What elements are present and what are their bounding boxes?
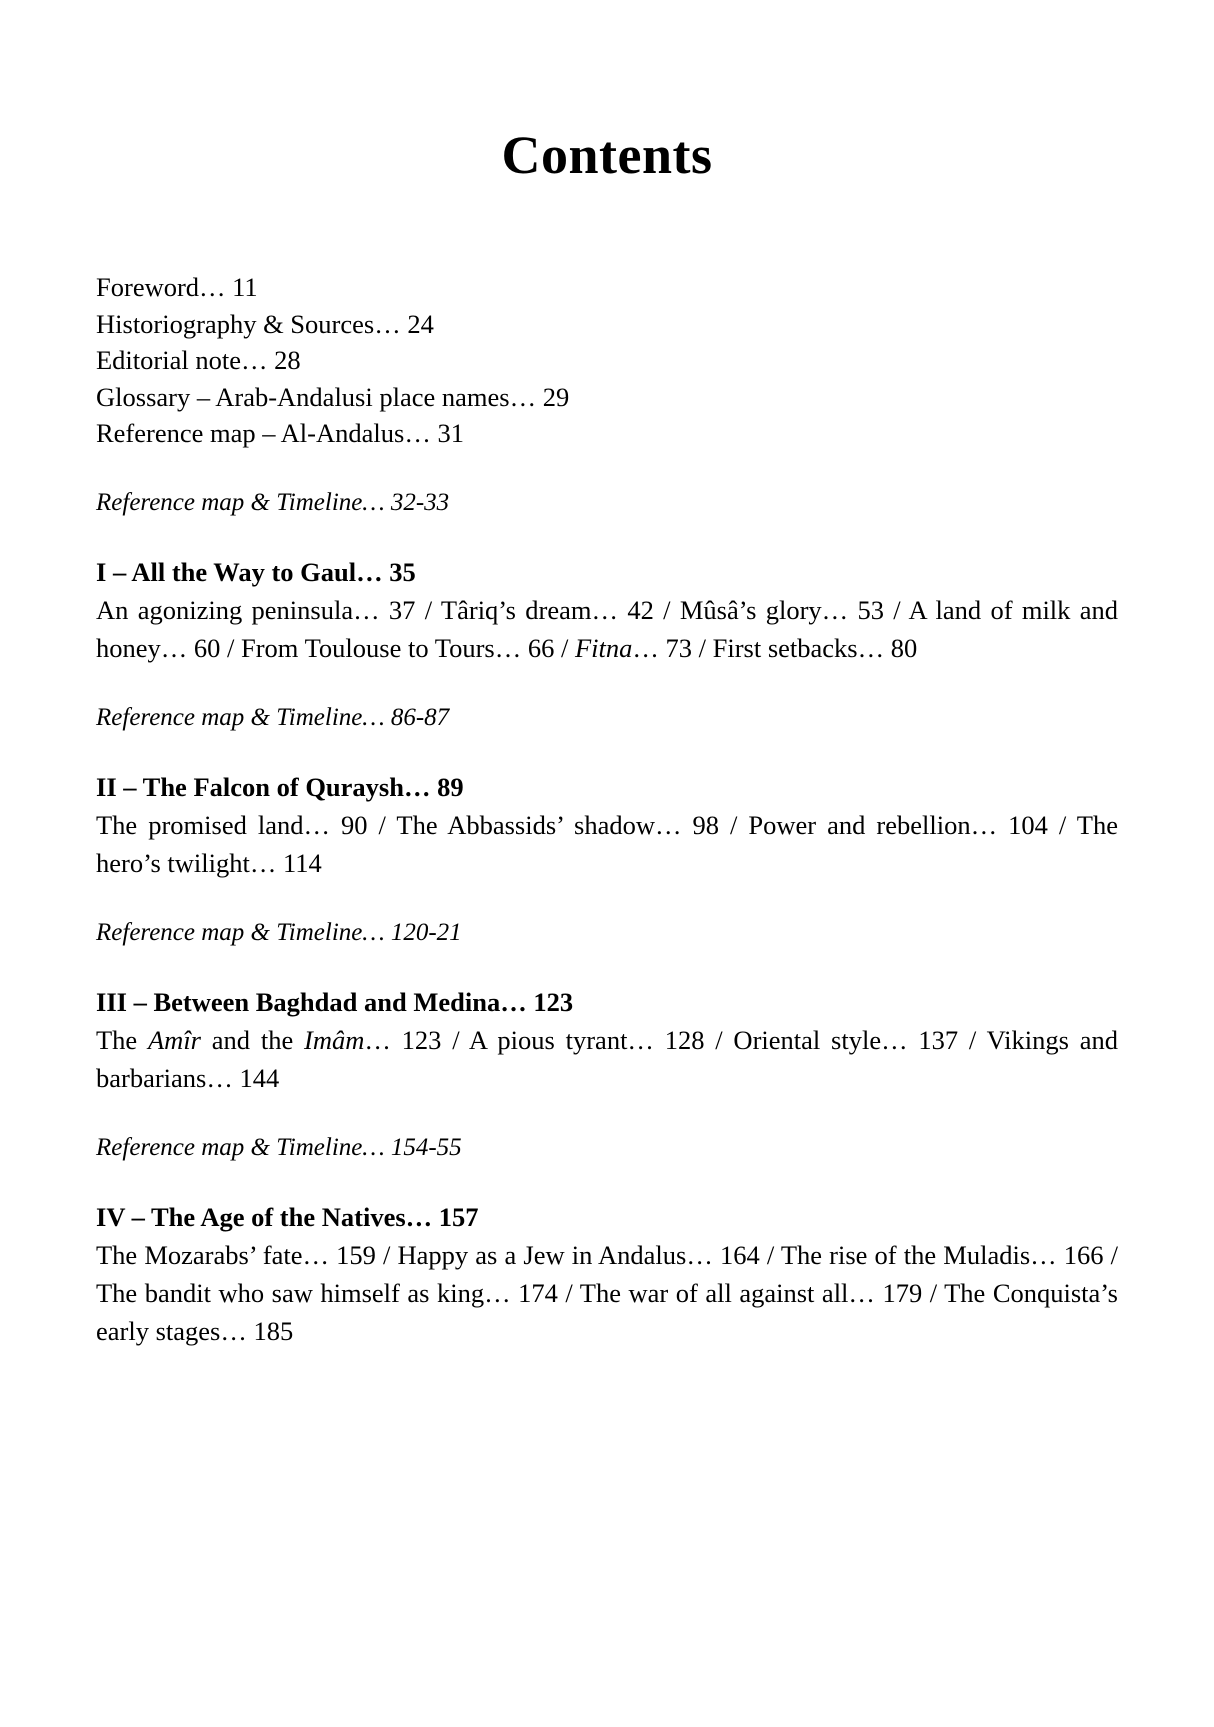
chapter-entry-i bbox=[96, 554, 1118, 667]
front-matter-item-editorial-note: Editorial note… 28 bbox=[96, 345, 301, 376]
chapter-iii-italic-imam: Imâm bbox=[304, 1024, 365, 1055]
chapter-heading-iv: IV – The Age of the Natives… 157 bbox=[96, 1201, 479, 1232]
chapter-heading-iii: III – Between Baghdad and Medina… 123 bbox=[96, 986, 574, 1017]
chapter-sections-i bbox=[96, 591, 1118, 667]
chapter-iii-text-part-3: … 123 / A pious tyrant… 128 / Oriental style… 137 / Vikings and barbarians… 144 bbox=[96, 1024, 1119, 1093]
chapter-sections-ii: The promised land… 90 / The Abbassids’ shadow… 98 / Power and rebellion… 104 / The hero’s twilight… 114 bbox=[96, 809, 1118, 878]
front-matter-item-foreword: Foreword… 11 bbox=[96, 272, 258, 303]
front-matter-list bbox=[96, 269, 1118, 452]
chapter-iii-italic-amir: Amîr bbox=[148, 1024, 201, 1055]
chapter-iii-text-part-2: and the bbox=[201, 1024, 305, 1055]
chapter-i-italic-fitna: Fitna bbox=[574, 632, 633, 663]
reference-map-timeline-separator-1: Reference map & Timeline… 32-33 bbox=[96, 488, 450, 516]
front-matter-item-glossary: Glossary – Arab-Andalusi place names… 29 bbox=[96, 381, 570, 412]
chapter-entry-iv bbox=[96, 1199, 1118, 1350]
reference-map-timeline-separator-4: Reference map & Timeline… 154-55 bbox=[96, 1133, 462, 1161]
reference-map-timeline-separator-3: Reference map & Timeline… 120-21 bbox=[96, 918, 462, 946]
chapter-i-text-part-1: An agonizing peninsula… 37 / Târiq’s dream… 42 / Mûsâ’s glory… 53 / A land of milk and honey… 60 / From Toulouse to Tours… 66 / bbox=[96, 594, 1118, 663]
reference-map-timeline-separator-2: Reference map & Timeline… 86-87 bbox=[96, 703, 450, 731]
chapter-sections-iv: The Mozarabs’ fate… 159 / Happy as a Jew in Andalus… 164 / The rise of the Muladis… 166 / The bandit who saw himself as king… 174 / The war of all against all… 179 / The Conquista’s early stages… 185 bbox=[96, 1239, 1118, 1346]
chapter-entry-iii bbox=[96, 984, 1118, 1097]
chapter-iii-text-part-1: The bbox=[96, 1024, 148, 1055]
front-matter-item-reference-map: Reference map – Al-Andalus… 31 bbox=[96, 418, 464, 449]
chapter-i-text-part-2: … 73 / First setbacks… 80 bbox=[632, 632, 918, 663]
chapter-entry-ii bbox=[96, 769, 1118, 882]
front-matter-item-historiography: Historiography & Sources… 24 bbox=[96, 308, 434, 339]
chapter-heading-i: I – All the Way to Gaul… 35 bbox=[96, 556, 416, 587]
chapter-sections-iii bbox=[96, 1021, 1118, 1097]
page-title: Contents bbox=[501, 125, 713, 185]
chapter-heading-ii: II – The Falcon of Quraysh… 89 bbox=[96, 771, 464, 802]
